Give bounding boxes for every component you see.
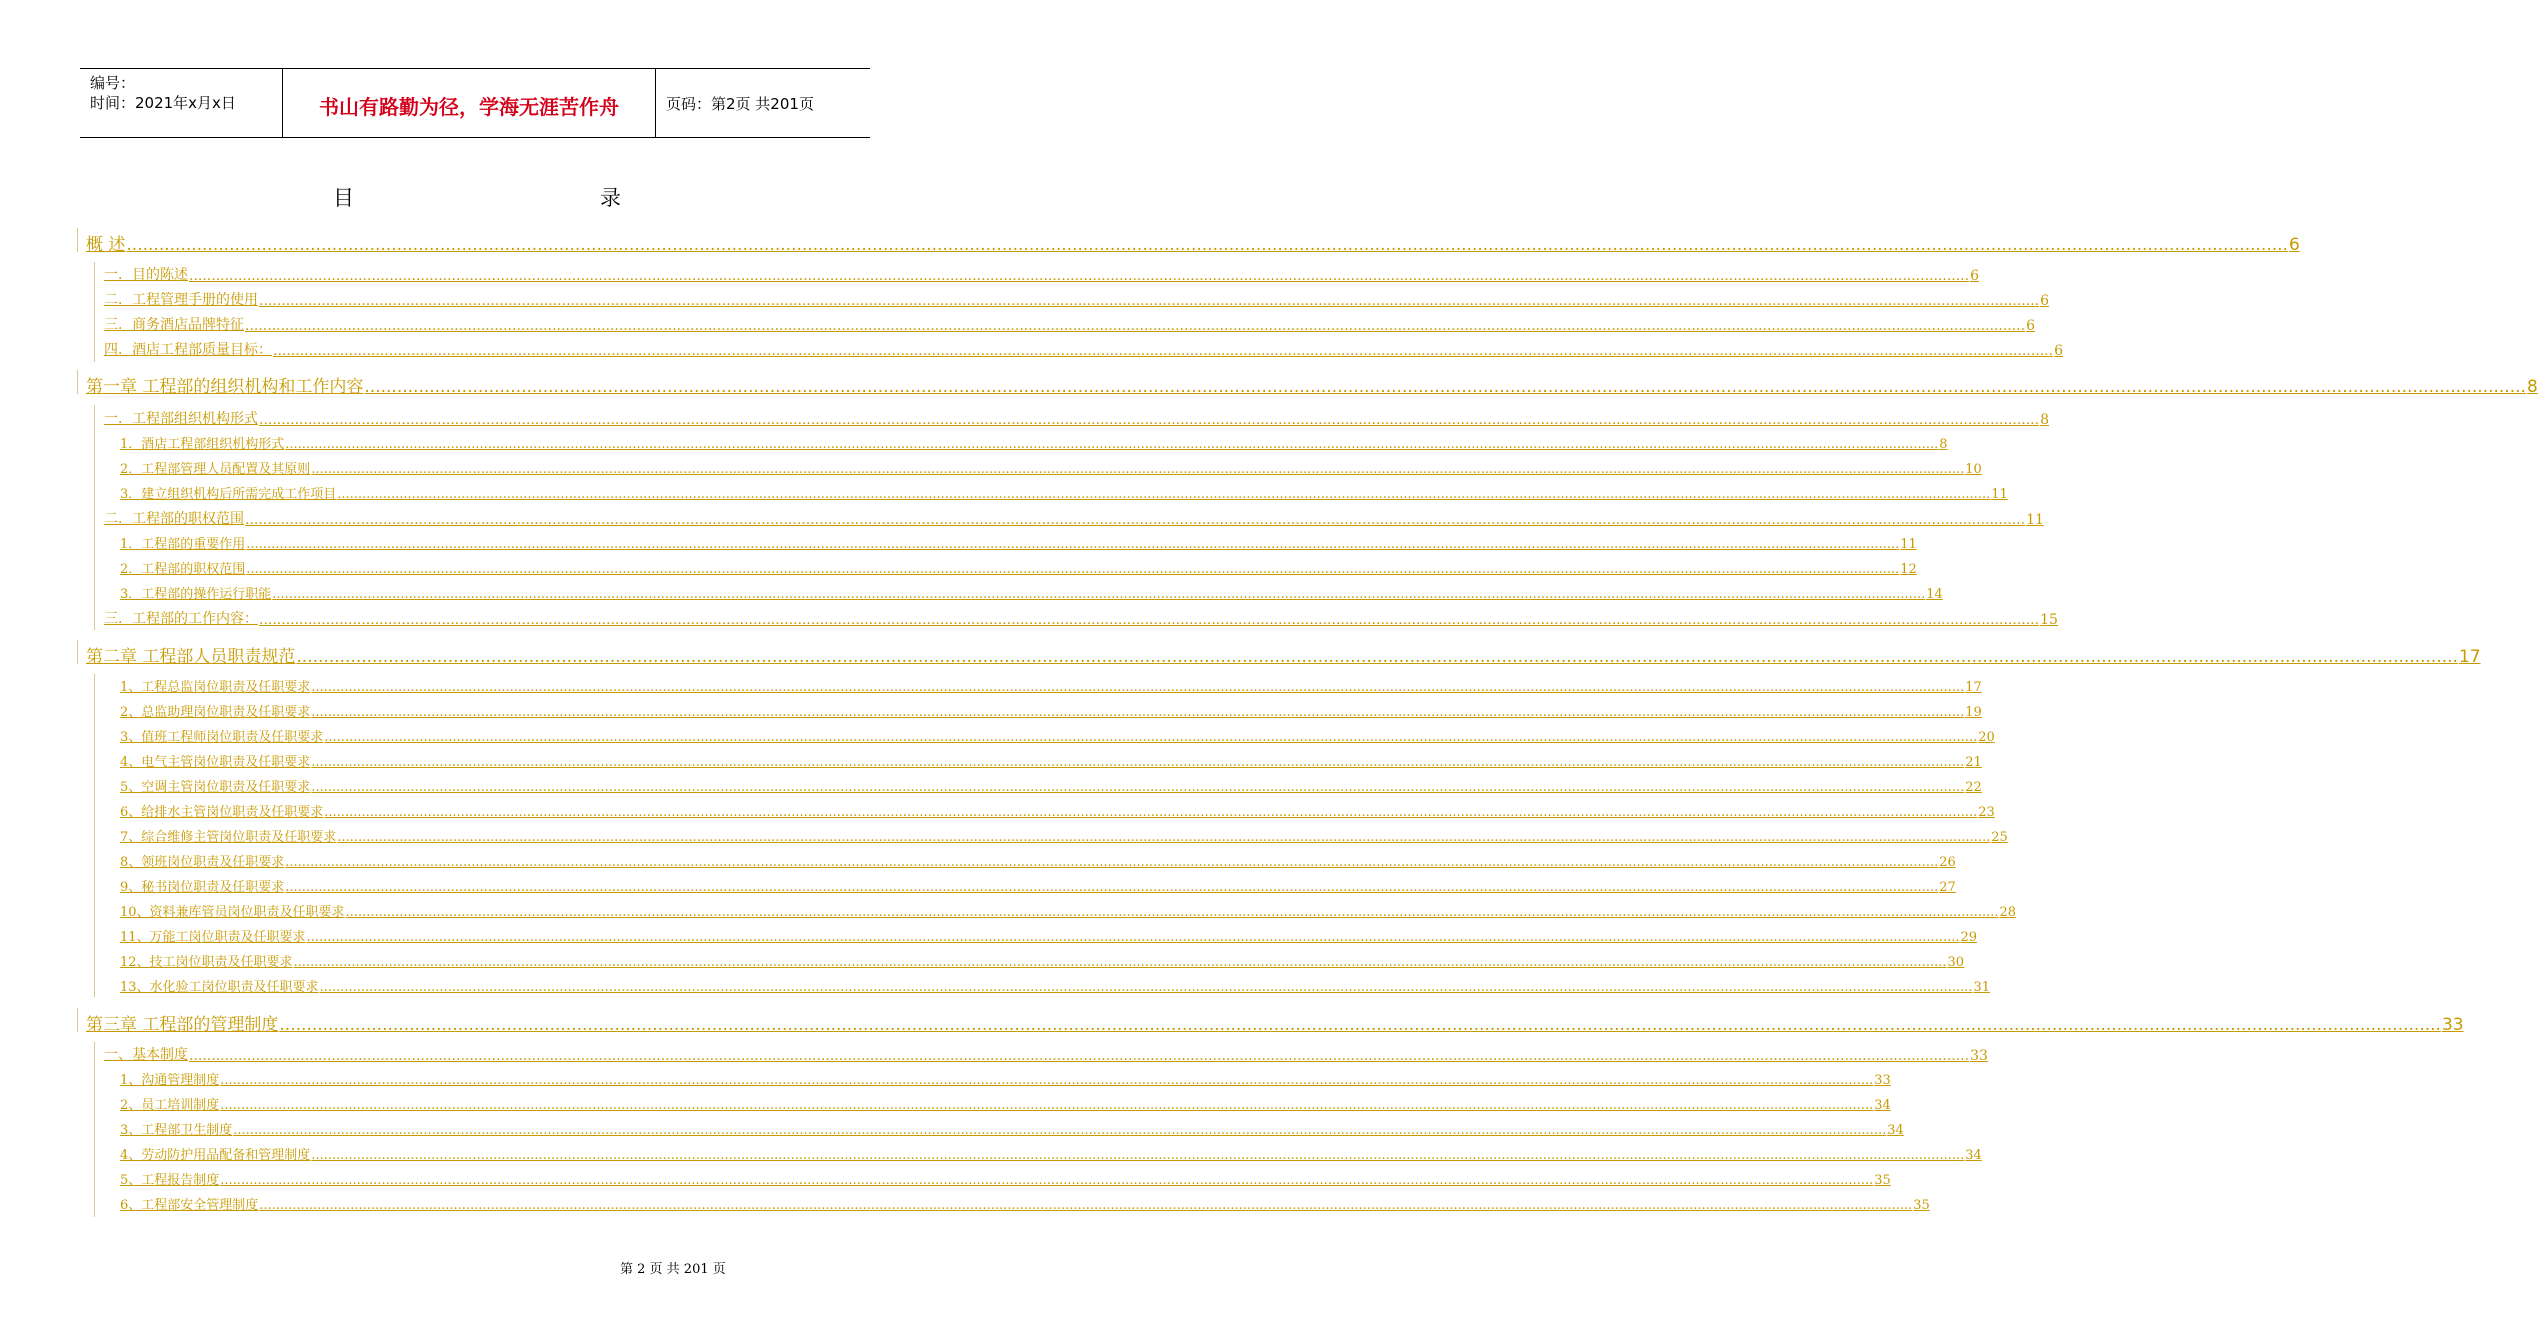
toc-leader-dots: ................................................................................................................................................................................................................................................................................................................................................................................................................ — [324, 805, 1978, 820]
toc-entry-page: 23 — [1978, 805, 1995, 820]
toc-entry-page: 20 — [1978, 730, 1995, 745]
toc-entry-label: 3、工程部卫生制度 — [120, 1123, 233, 1138]
section-bar — [94, 1042, 95, 1217]
toc-entry-page: 31 — [1973, 980, 1991, 995]
toc-entry-label: 一、基本制度 — [104, 1047, 188, 1063]
toc-entry-page: 28 — [1999, 905, 2017, 920]
toc-entry[interactable] — [86, 372, 2538, 397]
section-bar — [94, 674, 95, 997]
toc-entry[interactable] — [120, 851, 1956, 870]
toc-entry[interactable] — [86, 1010, 2464, 1035]
toc-leader-dots: ................................................................................................................................................................................................................................................................................................................................................................................................................ — [311, 1148, 1965, 1163]
toc-entry-label: 一．目的陈述 — [104, 267, 188, 283]
toc-entry-label: 3．工程部的操作运行职能 — [120, 587, 272, 602]
toc-entry-label: 二．工程管理手册的使用 — [104, 292, 258, 308]
toc-entry-page: 33 — [2441, 1015, 2464, 1035]
toc-entry-page: 29 — [1960, 930, 1978, 945]
toc-leader-dots: ................................................................................................................................................................................................................................................................................................................................................................................................................ — [245, 512, 2026, 528]
toc-entry-label: 5、空调主管岗位职责及任职要求 — [120, 780, 311, 795]
toc-entry-label: 2、总监助理岗位职责及任职要求 — [120, 705, 311, 720]
toc-entry[interactable] — [120, 583, 1943, 602]
toc-entry[interactable] — [120, 458, 1982, 477]
section-bar — [77, 228, 78, 252]
toc-entry-page: 34 — [1874, 1098, 1891, 1113]
toc-entry-label: 1、工程总监岗位职责及任职要求 — [120, 680, 311, 695]
toc-leader-dots: ................................................................................................................................................................................................................................................................................................................................................................................................................ — [189, 268, 1970, 284]
toc-entry[interactable] — [104, 314, 2035, 334]
toc-entry[interactable] — [120, 751, 1982, 770]
toc-entry-page: 17 — [1965, 680, 1982, 695]
toc-entry[interactable] — [120, 951, 1965, 970]
toc-entry[interactable] — [104, 408, 2049, 428]
toc-entry[interactable] — [104, 264, 1979, 284]
toc-entry-label: 二．工程部的职权范围 — [104, 511, 244, 527]
toc-entry-label: 三．工程部的工作内容： — [104, 611, 258, 627]
toc-leader-dots: ................................................................................................................................................................................................................................................................................................................................................................................................................ — [220, 1098, 1874, 1113]
toc-leader-dots: ................................................................................................................................................................................................................................................................................................................................................................................................................ — [293, 955, 1947, 970]
toc-leader-dots: ................................................................................................................................................................................................................................................................................................................................................................................................................ — [126, 235, 2288, 255]
section-bar — [77, 1008, 78, 1032]
toc-entry[interactable] — [104, 508, 2044, 528]
toc-entry-page: 6 — [2054, 343, 2063, 359]
toc-entry-label: 1．工程部的重要作用 — [120, 537, 246, 552]
toc-entry-label: 3、值班工程师岗位职责及任职要求 — [120, 730, 324, 745]
section-bar — [94, 262, 95, 362]
toc-leader-dots: ................................................................................................................................................................................................................................................................................................................................................................................................................ — [364, 377, 2526, 397]
toc-entry-page: 30 — [1947, 955, 1965, 970]
toc-leader-dots: ................................................................................................................................................................................................................................................................................................................................................................................................................ — [189, 1048, 1970, 1064]
toc-entry-page: 26 — [1939, 855, 1956, 870]
toc-entry-page: 6 — [1970, 268, 1979, 284]
toc-entry-page: 33 — [1874, 1073, 1891, 1088]
toc-leader-dots: ................................................................................................................................................................................................................................................................................................................................................................................................................ — [296, 647, 2458, 667]
toc-leader-dots: ................................................................................................................................................................................................................................................................................................................................................................................................................ — [279, 1015, 2441, 1035]
toc-entry-page: 19 — [1965, 705, 1982, 720]
toc-entry[interactable] — [120, 1094, 1891, 1113]
toc-leader-dots: ................................................................................................................................................................................................................................................................................................................................................................................................................ — [273, 343, 2054, 359]
toc-entry-page: 33 — [1970, 1048, 1988, 1064]
toc-entry-label: 三．商务酒店品牌特征 — [104, 317, 244, 333]
toc-entry-page: 14 — [1926, 587, 1943, 602]
toc-entry[interactable] — [120, 901, 2017, 920]
toc-entry-label: 13、水化验工岗位职责及任职要求 — [120, 980, 319, 995]
toc-entry[interactable] — [120, 726, 1995, 745]
toc-entry-page: 6 — [2040, 293, 2049, 309]
toc-entry-label: 2、员工培训制度 — [120, 1098, 220, 1113]
toc-entry[interactable] — [120, 926, 1978, 945]
toc-entry[interactable] — [120, 533, 1917, 552]
toc-entry[interactable] — [120, 701, 1982, 720]
toc-entry[interactable] — [120, 558, 1917, 577]
toc-entry-label: 2．工程部的职权范围 — [120, 562, 246, 577]
toc-leader-dots: ................................................................................................................................................................................................................................................................................................................................................................................................................ — [311, 780, 1965, 795]
toc-entry-page: 34 — [1965, 1148, 1982, 1163]
toc-entry-label: 4、电气主管岗位职责及任职要求 — [120, 755, 311, 770]
toc-entry-label: 12、技工岗位职责及任职要求 — [120, 955, 293, 970]
toc-entry-page: 35 — [1913, 1198, 1930, 1213]
toc-entry-page: 11 — [1900, 537, 1917, 552]
header-page-label: 页码：第2页 共201页 — [666, 95, 814, 113]
toc-entry-label: 7、综合维修主管岗位职责及任职要求 — [120, 830, 337, 845]
doc-time-label: 时间：2021年x月x日 — [90, 94, 236, 112]
toc-leader-dots: ................................................................................................................................................................................................................................................................................................................................................................................................................ — [324, 730, 1978, 745]
header-motto: 书山有路勤为径，学海无涯苦作舟 — [319, 95, 619, 119]
toc-entry[interactable] — [120, 876, 1956, 895]
section-bar — [94, 405, 95, 630]
toc-entry-page: 27 — [1939, 880, 1956, 895]
toc-leader-dots: ................................................................................................................................................................................................................................................................................................................................................................................................................ — [285, 855, 1939, 870]
toc-entry[interactable] — [120, 483, 2008, 502]
toc-entry-page: 12 — [1900, 562, 1917, 577]
toc-leader-dots: ................................................................................................................................................................................................................................................................................................................................................................................................................ — [285, 437, 1939, 452]
toc-title-right: 录 — [600, 186, 621, 210]
toc-leader-dots: ................................................................................................................................................................................................................................................................................................................................................................................................................ — [272, 587, 1926, 602]
toc-leader-dots: ................................................................................................................................................................................................................................................................................................................................................................................................................ — [259, 293, 2040, 309]
toc-leader-dots: ................................................................................................................................................................................................................................................................................................................................................................................................................ — [233, 1123, 1887, 1138]
page-header — [80, 68, 870, 138]
toc-entry[interactable] — [104, 289, 2049, 309]
toc-entry[interactable] — [120, 976, 1991, 995]
toc-entry-page: 34 — [1887, 1123, 1904, 1138]
toc-entry-label: 5、工程报告制度 — [120, 1173, 220, 1188]
toc-entry-page: 17 — [2458, 647, 2481, 667]
toc-leader-dots: ................................................................................................................................................................................................................................................................................................................................................................................................................ — [259, 612, 2040, 628]
doc-number-label: 编号： — [90, 74, 136, 92]
toc-entry-page: 25 — [1991, 830, 2008, 845]
toc-entry[interactable] — [120, 776, 1982, 795]
toc-entry[interactable] — [120, 1194, 1930, 1213]
toc-leader-dots: ................................................................................................................................................................................................................................................................................................................................................................................................................ — [311, 680, 1965, 695]
toc-entry-label: 一．工程部组织机构形式 — [104, 411, 258, 427]
toc-leader-dots: ................................................................................................................................................................................................................................................................................................................................................................................................................ — [259, 1198, 1913, 1213]
toc-leader-dots: ................................................................................................................................................................................................................................................................................................................................................................................................................ — [337, 830, 1991, 845]
toc-entry-page: 21 — [1965, 755, 1982, 770]
toc-entry-label: 10、资料兼库管员岗位职责及任职要求 — [120, 905, 345, 920]
toc-leader-dots: ................................................................................................................................................................................................................................................................................................................................................................................................................ — [306, 930, 1960, 945]
toc-entry-page: 10 — [1965, 462, 1982, 477]
toc-leader-dots: ................................................................................................................................................................................................................................................................................................................................................................................................................ — [337, 487, 1991, 502]
toc-entry-page: 8 — [2040, 412, 2049, 428]
toc-entry-label: 6、工程部安全管理制度 — [120, 1198, 259, 1213]
toc-entry-page: 8 — [2526, 377, 2538, 397]
toc-leader-dots: ................................................................................................................................................................................................................................................................................................................................................................................................................ — [311, 705, 1965, 720]
header-page-cell — [656, 69, 870, 137]
toc-entry-label: 4、劳动防护用品配备和管理制度 — [120, 1148, 311, 1163]
toc-entry-page: 22 — [1965, 780, 1982, 795]
toc-entry-label: 概 述 — [86, 235, 126, 255]
toc-entry-label: 四．酒店工程部质量目标： — [104, 342, 272, 358]
toc-entry-page: 11 — [1991, 487, 2008, 502]
toc-entry-label: 6、给排水主管岗位职责及任职要求 — [120, 805, 324, 820]
toc-entry[interactable] — [120, 433, 1948, 452]
header-motto-cell — [282, 69, 656, 137]
toc-entry[interactable] — [104, 339, 2063, 359]
toc-entry[interactable] — [120, 1169, 1891, 1188]
toc-leader-dots: ................................................................................................................................................................................................................................................................................................................................................................................................................ — [319, 980, 1973, 995]
toc-entry-page: 35 — [1874, 1173, 1891, 1188]
toc-entry-label: 1、沟通管理制度 — [120, 1073, 220, 1088]
page-footer: 第 2 页 共 201 页 — [620, 1262, 726, 1277]
section-bar — [77, 640, 78, 664]
toc-entry-label: 8、领班岗位职责及任职要求 — [120, 855, 285, 870]
toc-entry[interactable] — [120, 1069, 1891, 1088]
toc-leader-dots: ................................................................................................................................................................................................................................................................................................................................................................................................................ — [285, 880, 1939, 895]
toc-entry[interactable] — [104, 608, 2058, 628]
toc-entry-page: 6 — [2288, 235, 2300, 255]
toc-leader-dots: ................................................................................................................................................................................................................................................................................................................................................................................................................ — [220, 1173, 1874, 1188]
toc-entry-label: 1．酒店工程部组织机构形式 — [120, 437, 285, 452]
toc-leader-dots: ................................................................................................................................................................................................................................................................................................................................................................................................................ — [311, 462, 1965, 477]
section-bar — [77, 370, 78, 394]
toc-entry[interactable] — [86, 230, 2300, 255]
toc-entry[interactable] — [120, 676, 1982, 695]
toc-entry[interactable] — [120, 801, 1995, 820]
toc-entry-label: 11、万能工岗位职责及任职要求 — [120, 930, 306, 945]
toc-leader-dots: ................................................................................................................................................................................................................................................................................................................................................................................................................ — [246, 537, 1900, 552]
toc-entry-page: 15 — [2040, 612, 2058, 628]
toc-entry-label: 第三章 工程部的管理制度 — [86, 1015, 279, 1035]
header-info-cell — [80, 69, 282, 137]
toc-entry[interactable] — [120, 1119, 1904, 1138]
toc-entry-label: 第一章 工程部的组织机构和工作内容 — [86, 377, 364, 397]
toc-entry-label: 2．工程部管理人员配置及其原则 — [120, 462, 311, 477]
toc-entry-page: 11 — [2026, 512, 2044, 528]
toc-leader-dots: ................................................................................................................................................................................................................................................................................................................................................................................................................ — [246, 562, 1900, 577]
toc-entry[interactable] — [104, 1044, 1988, 1064]
toc-leader-dots: ................................................................................................................................................................................................................................................................................................................................................................................................................ — [245, 318, 2026, 334]
toc-entry[interactable] — [86, 642, 2481, 667]
toc-entry[interactable] — [120, 1144, 1982, 1163]
toc-entry-page: 8 — [1939, 437, 1948, 452]
toc-leader-dots: ................................................................................................................................................................................................................................................................................................................................................................................................................ — [220, 1073, 1874, 1088]
toc-leader-dots: ................................................................................................................................................................................................................................................................................................................................................................................................................ — [345, 905, 1999, 920]
toc-leader-dots: ................................................................................................................................................................................................................................................................................................................................................................................................................ — [311, 755, 1965, 770]
toc-entry[interactable] — [120, 826, 2008, 845]
toc-entry-page: 6 — [2026, 318, 2035, 334]
toc-entry-label: 9、秘书岗位职责及任职要求 — [120, 880, 285, 895]
toc-leader-dots: ................................................................................................................................................................................................................................................................................................................................................................................................................ — [259, 412, 2040, 428]
toc-title-left: 目 — [333, 186, 354, 210]
toc-entry-label: 3．建立组织机构后所需完成工作项目 — [120, 487, 337, 502]
toc-entry-label: 第二章 工程部人员职责规范 — [86, 647, 296, 667]
